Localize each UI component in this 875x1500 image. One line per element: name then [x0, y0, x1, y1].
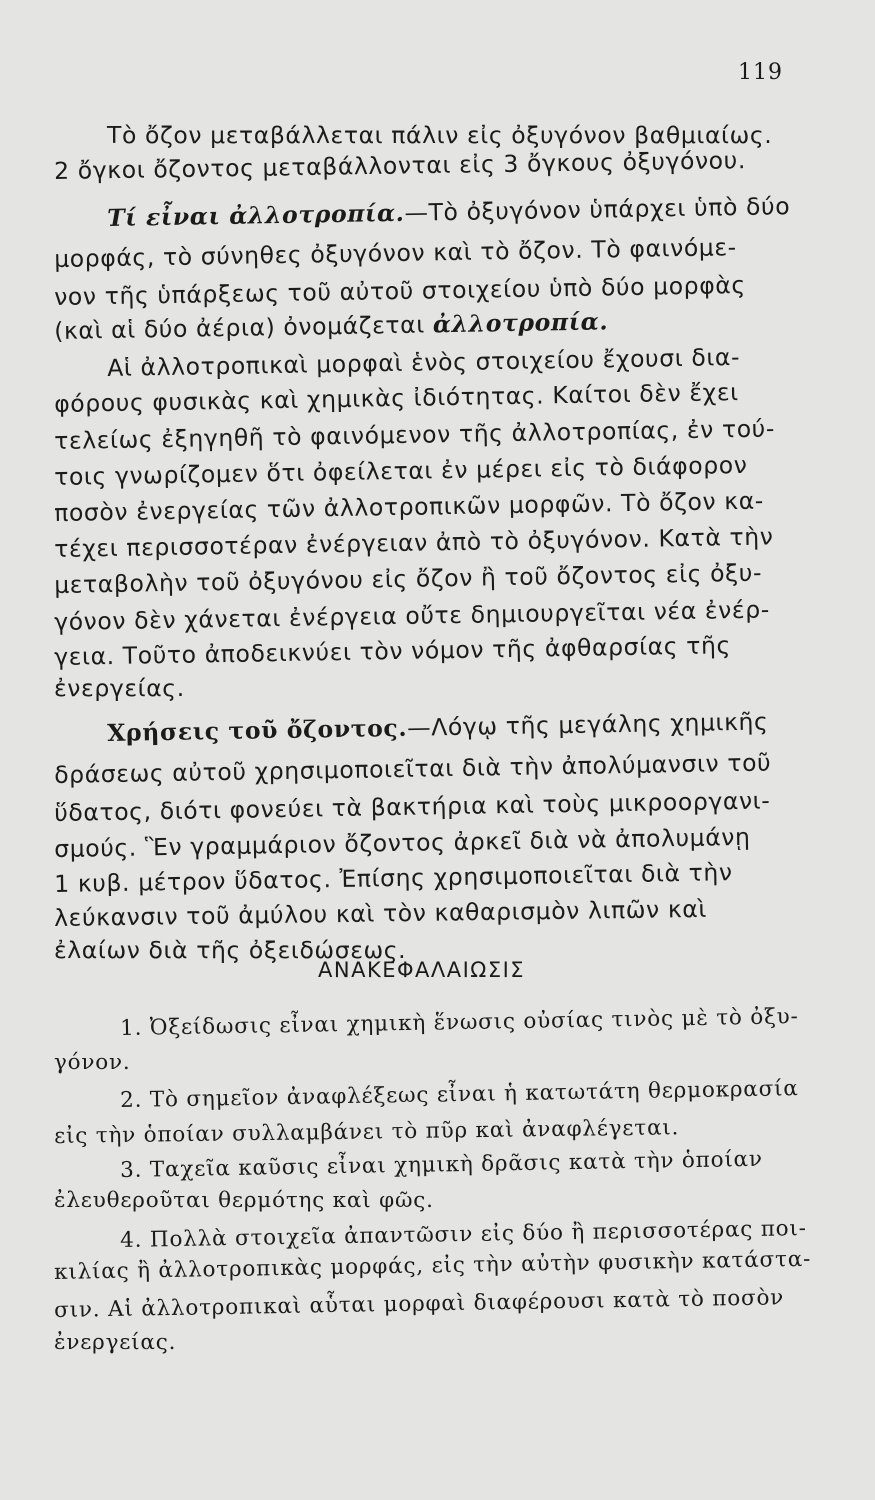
- section-title-allotropy: Τί εἶναι ἀλλοτροπία.: [106, 198, 405, 232]
- summary-item-line: ἐνεργείας.: [54, 1330, 177, 1355]
- text-line: λεύκανσιν τοῦ ἀμύλου καὶ τὸν καθαρισμὸν λιπῶν καὶ: [53, 894, 708, 932]
- summary-item-line: ἐλευθεροῦται θερμότης καὶ φῶς.: [54, 1188, 434, 1213]
- text-line: σμούς. Ἓν γραμμάριον ὄζοντος ἀρκεῖ διὰ νὰ ἀπολυμάνῃ: [53, 822, 751, 863]
- text-line: μορφάς, τὸ σύνηθες ὀξυγόνον καὶ τὸ ὄζον. Τὸ φαινόμε-: [53, 233, 737, 273]
- summary-item-line: σιν. Αἱ ἀλλοτροπικαὶ αὗται μορφαὶ διαφέρουσι κατὰ τὸ ποσὸν: [53, 1285, 785, 1323]
- paragraph-uses-first-line: [106, 707, 769, 747]
- summary-item-line: 2. Τὸ σημεῖον ἀναφλέξεως εἶναι ἡ κατωτάτη θερμοκρασία: [119, 1076, 799, 1113]
- summary-item-line: 1. Ὀξείδωσις εἶναι χημικὴ ἕνωσις οὐσίας τινὸς μὲ τὸ ὀξυ-: [119, 1004, 799, 1041]
- text-line: γεια. Τοῦτο ἀποδεικνύει τὸν νόμον τῆς ἀφθαρσίας τῆς: [53, 631, 732, 671]
- text-line: τελείως ἐξηγηθῆ τὸ φαινόμενον τῆς ἀλλοτροπίας, ἐν τού-: [53, 414, 776, 455]
- text-line: δράσεως αὐτοῦ χρησιμοποιεῖται διὰ τὴν ἀπολύμανσιν τοῦ: [53, 748, 772, 789]
- paragraph-allotropy-first-line: [106, 192, 791, 232]
- text-line: ἐνεργείας.: [54, 674, 185, 702]
- text-span: (καὶ αἱ δύο ἀέρια) ὀνομάζεται: [53, 310, 434, 345]
- text-line: 1 κυβ. μέτρον ὕδατος. Ἐπίσης χρησιμοποιεῖται διὰ τὴν: [53, 858, 733, 898]
- text-span: —Τὸ ὀξυγόνον ὑπάρχει ὑπὸ δύο: [404, 192, 791, 227]
- term-allotropy: ἀλλοτροπία.: [432, 307, 609, 339]
- summary-item-line: εἰς τὴν ὁποίαν συλλαμβάνει τὸ πῦρ καὶ ἀναφλέγεται.: [53, 1115, 680, 1149]
- summary-item-line: γόνον.: [54, 1050, 131, 1075]
- text-line: ὕδατος, διότι φονεύει τὰ βακτήρια καὶ τοὺς μικροοργανι-: [53, 786, 771, 827]
- text-line: φόρους φυσικὰς καὶ χημικὰς ἰδιότητας. Καίτοι δὲν ἔχει: [53, 378, 739, 418]
- text-line: γόνον δὲν χάνεται ἐνέργεια οὔτε δημιουργεῖται νέα ἐνέρ-: [53, 595, 771, 636]
- summary-item-line: 3. Ταχεῖα καῦσις εἶναι χημικὴ δρᾶσις κατὰ τὴν ὁποίαν: [119, 1146, 763, 1183]
- section-title-uses: Χρήσεις τοῦ ὄζοντος.: [106, 713, 408, 747]
- text-line: τέχει περισσοτέραν ἐνέργειαν ἀπὸ τὸ ὀξυγόνον. Κατὰ τὴν: [53, 522, 774, 563]
- text-line-with-term: [53, 307, 609, 345]
- summary-item-line: κιλίας ἢ ἀλλοτροπικὰς μορφάς, εἰς τὴν αὐτὴν φυσικὴν κατάστα-: [53, 1246, 812, 1285]
- page-number: 119: [738, 60, 783, 85]
- text-line: Αἱ ἀλλοτροπικαὶ μορφαὶ ἑνὸς στοιχείου ἔχουσι δια-: [106, 342, 741, 382]
- text-line: ἐλαίων διὰ τῆς ὀξειδώσεως.: [54, 936, 407, 964]
- text-line: ποσὸν ἐνεργείας τῶν ἀλλοτροπικῶν μορφῶν. Τὸ ὄζον κα-: [53, 486, 765, 527]
- text-span: —Λόγῳ τῆς μεγάλης χημικῆς: [406, 707, 769, 742]
- summary-heading: ΑΝΑΚΕΦΑΛΑΙΩΣΙΣ: [318, 958, 526, 982]
- text-line: τοις γνωρίζομεν ὅτι ὀφείλεται ἐν μέρει εἰς τὸ διάφορον: [53, 450, 748, 491]
- text-line: Τὸ ὄζον μεταβάλλεται πάλιν εἰς ὀξυγόνον βαθμιαίως.: [107, 121, 773, 149]
- summary-item-line: 4. Πολλὰ στοιχεῖα ἀπαντῶσιν εἰς δύο ἢ περισσοτέρας ποι-: [119, 1216, 807, 1253]
- text-line: 2 ὄγκοι ὄζοντος μεταβάλλονται εἰς 3 ὄγκους ὀξυγόνου.: [53, 146, 747, 185]
- text-line: μεταβολὴν τοῦ ὀξυγόνου εἰς ὄζον ἢ τοῦ ὄζοντος εἰς ὀξυ-: [53, 558, 763, 599]
- text-line: νον τῆς ὑπάρξεως τοῦ αὐτοῦ στοιχείου ὑπὸ δύο μορφὰς: [53, 270, 747, 311]
